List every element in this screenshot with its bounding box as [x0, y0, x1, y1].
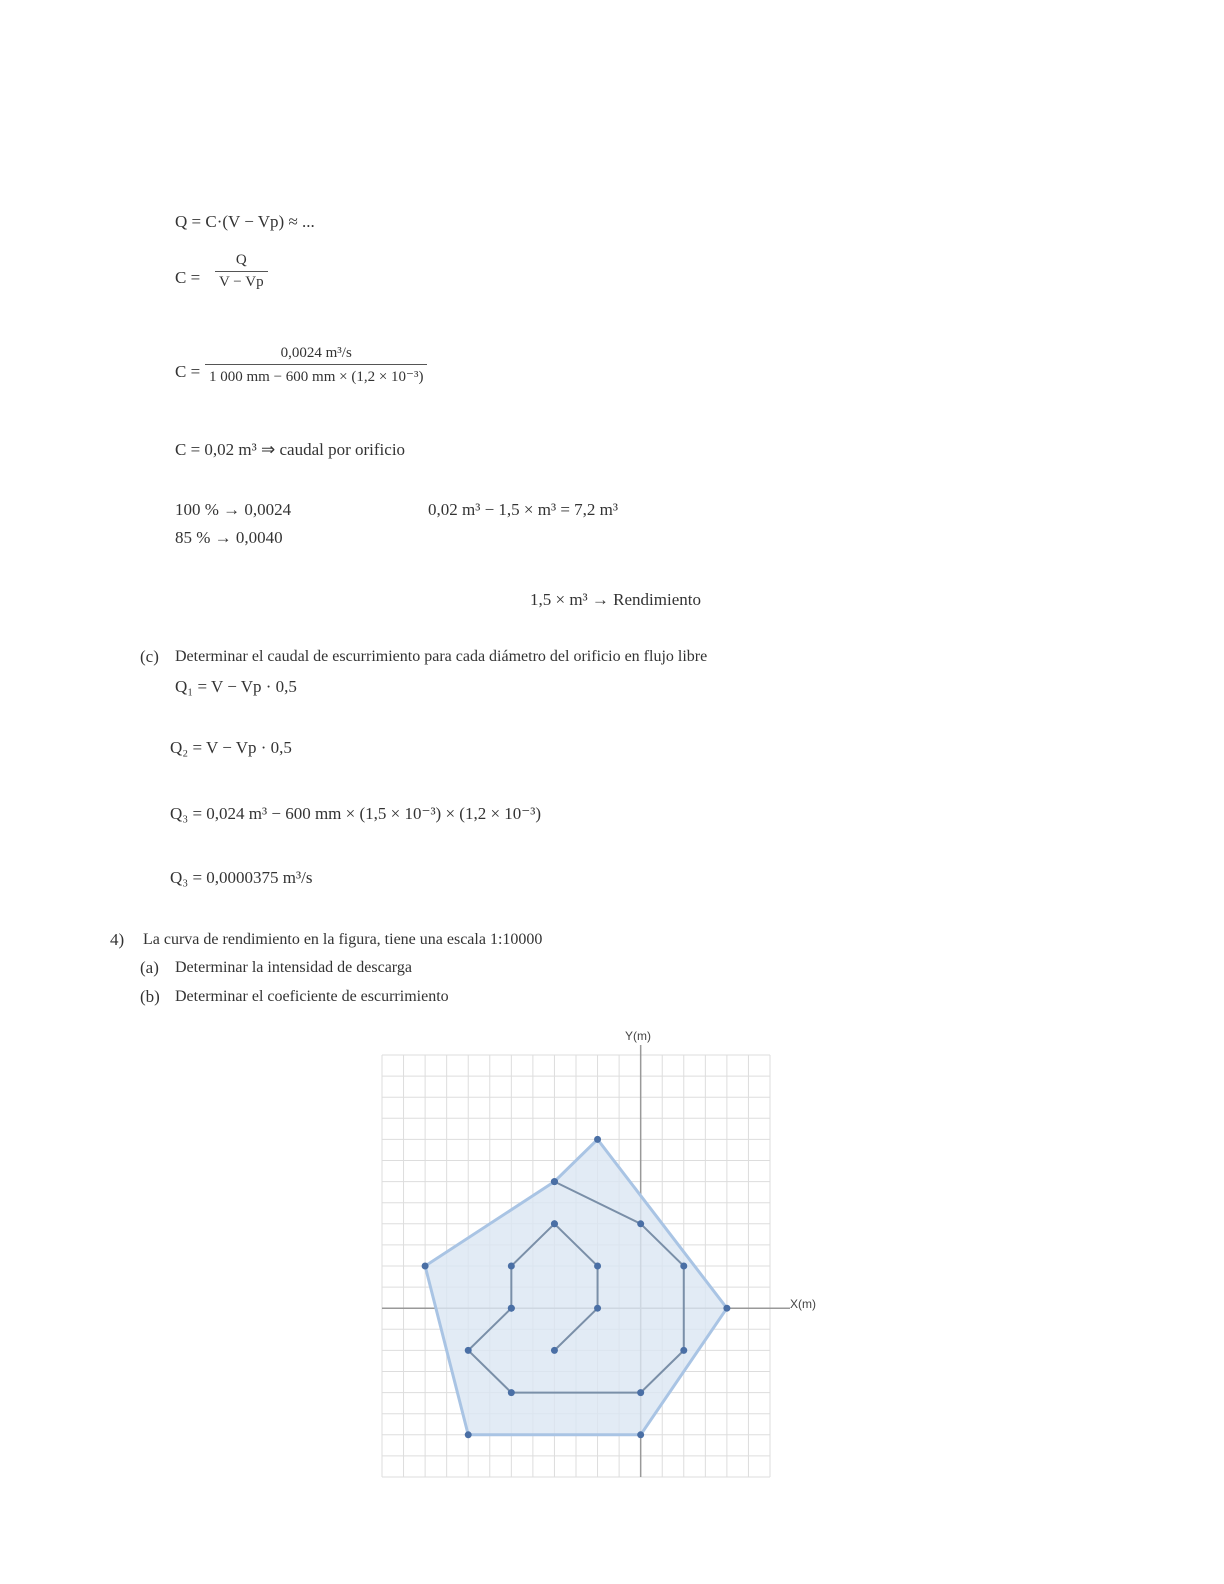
- y-axis-label: Y(m): [625, 1029, 651, 1043]
- data-point: [594, 1305, 601, 1312]
- data-point: [551, 1178, 558, 1185]
- question-4b-text: Determinar el coeficiente de escurrimiento: [175, 988, 449, 1005]
- question-c-eq-2: Q₂ = V − Vp · 0,5: [170, 738, 292, 757]
- data-point: [508, 1263, 515, 1270]
- fraction-denominator: 1 000 mm − 600 mm × (1,2 × 10⁻³): [209, 369, 424, 385]
- question-4-text: La curva de rendimiento en la figura, tiene una escala 1:10000: [143, 931, 543, 948]
- question-4b-label: (b): [140, 987, 160, 1006]
- fraction-numerator: 0,0024 m³/s: [280, 345, 352, 361]
- equation-line-2-fraction: [215, 252, 268, 291]
- equation-line-5-right: 0,02 m³ − 1,5 × m³ = 7,2 m³: [428, 500, 618, 519]
- data-point: [637, 1431, 644, 1438]
- equation-line-5-left: 100 % → 0,0024: [175, 500, 292, 519]
- data-point: [508, 1305, 515, 1312]
- data-point: [680, 1347, 687, 1354]
- equation-line-6-left: 85 % → 0,0040: [175, 528, 283, 547]
- data-point: [637, 1389, 644, 1396]
- data-point: [465, 1431, 472, 1438]
- question-c-eq-4: Q₃ = 0,0000375 m³/s: [170, 868, 313, 887]
- x-axis-label: X(m): [790, 1297, 816, 1311]
- question-c-label: (c): [140, 647, 159, 666]
- data-point: [680, 1263, 687, 1270]
- data-point: [594, 1263, 601, 1270]
- data-point: [551, 1220, 558, 1227]
- question-4a-label: (a): [140, 958, 159, 977]
- equation-line-2-lhs: C =: [175, 268, 201, 287]
- equation-line-3-fraction: [205, 345, 427, 386]
- data-point: [508, 1389, 515, 1396]
- equation-line-7: 1,5 × m³ → Rendimiento: [530, 590, 701, 609]
- data-point: [422, 1263, 429, 1270]
- question-c-eq-1: Q₁ = V − Vp · 0,5: [175, 677, 297, 696]
- data-point: [594, 1136, 601, 1143]
- data-point: [723, 1305, 730, 1312]
- fraction-numerator: Q: [235, 252, 247, 268]
- data-point: [465, 1347, 472, 1354]
- fraction-denominator: V − Vp: [219, 274, 264, 290]
- question-4-label: 4): [110, 930, 125, 949]
- graph-canvas: [370, 1025, 840, 1490]
- data-point: [551, 1347, 558, 1354]
- equation-line-3-lhs: C =: [175, 362, 201, 381]
- equation-line-4: C = 0,02 m³ ⇒ caudal por orificio: [175, 440, 406, 459]
- question-c-text: Determinar el caudal de escurrimiento para cada diámetro del orificio en flujo libre: [175, 648, 708, 665]
- outer-region: [425, 1139, 727, 1434]
- question-4a-text: Determinar la intensidad de descarga: [175, 959, 412, 976]
- data-point: [637, 1220, 644, 1227]
- question-c-eq-3: Q₃ = 0,024 m³ − 600 mm × (1,5 × 10⁻³) × (1,2 × 10⁻³): [170, 804, 542, 823]
- equation-line-1: Q = C·(V − Vp) ≈ ...: [175, 212, 315, 231]
- rendimiento-graph: [370, 1025, 840, 1490]
